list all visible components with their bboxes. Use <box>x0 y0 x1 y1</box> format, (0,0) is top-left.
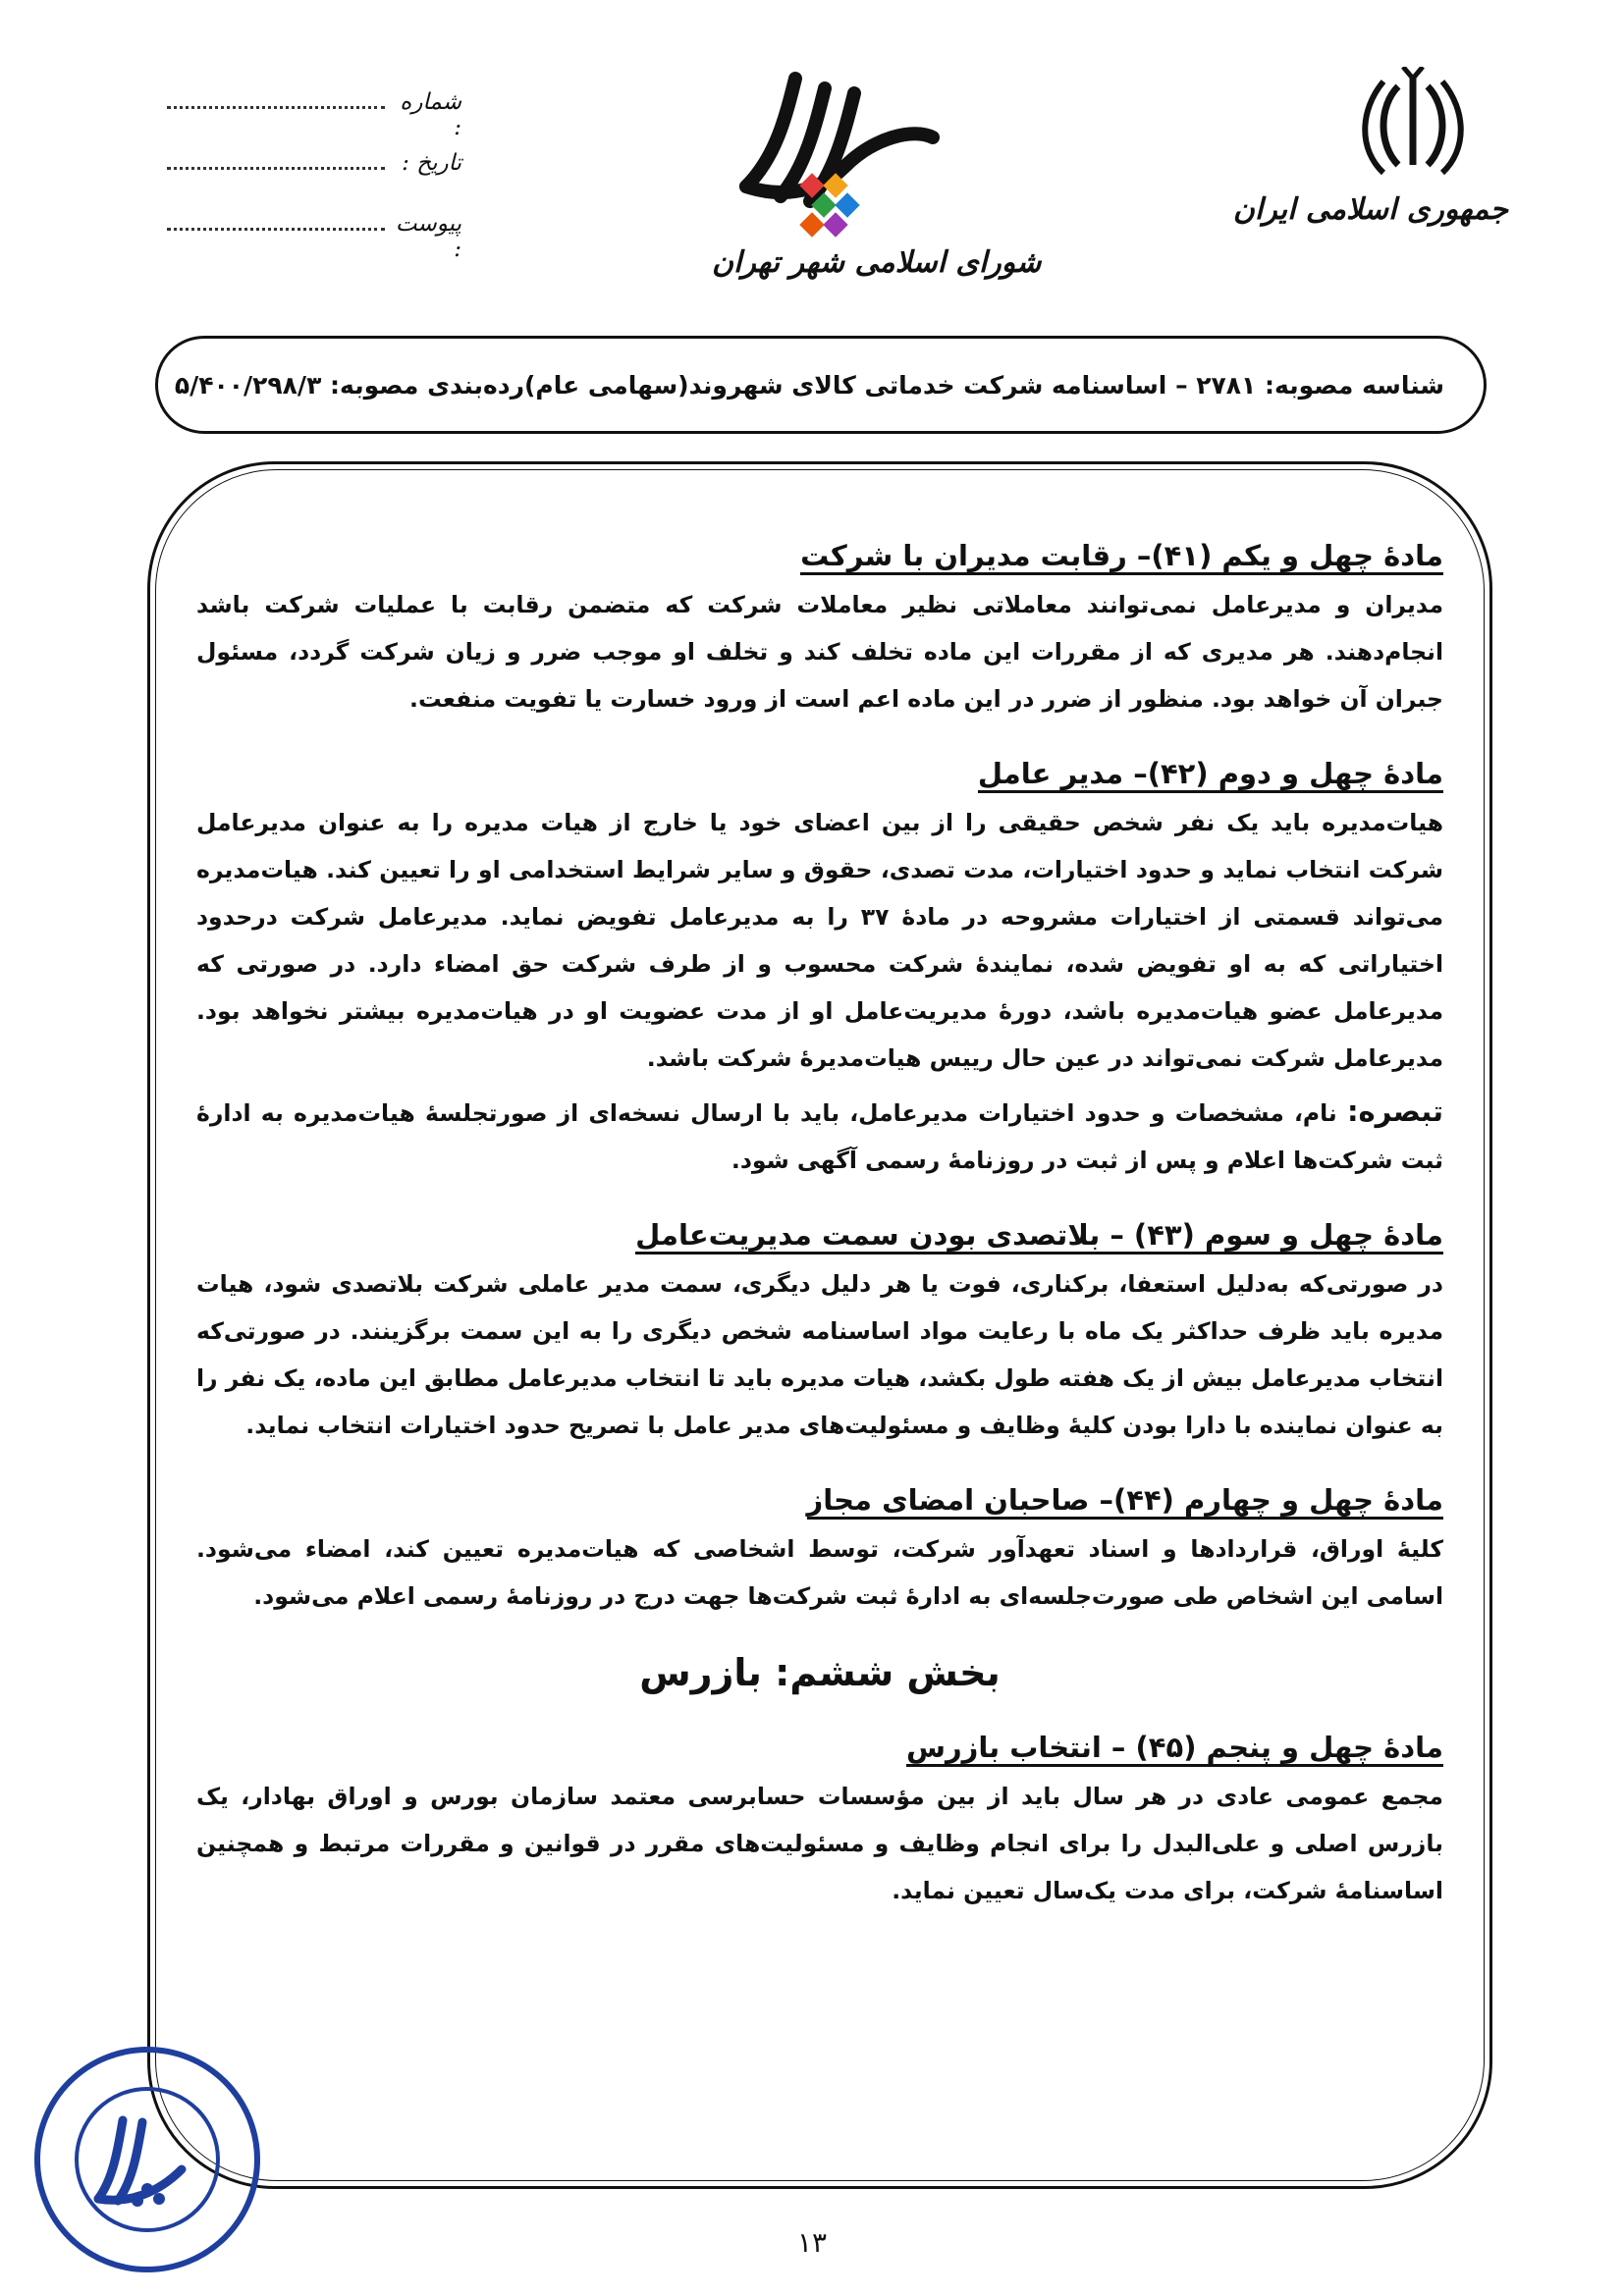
date-label: تاریخ : <box>402 150 461 176</box>
article-title: مادهٔ چهل و دوم (۴۲)– مدیر عامل <box>196 748 1443 799</box>
note-label: تبصره: <box>1346 1095 1443 1128</box>
document-body <box>196 530 1443 1940</box>
article-text: مجمع عمومی عادی در هر سال باید از بین مؤسسات حسابرسی معتمد سازمان بورس و اوراق بهادار، یک بازرس اصلی و علی‌البدل را برای انجام وظایف و مسئولیت‌های مقرر در قوانین و مقررات مرتبط و همچنین اساسنامهٔ شرکت، برای مدت یک‌سال تعیین نماید. <box>196 1783 1443 1904</box>
article-text: هیات‌مدیره باید یک نفر شخص حقیقی را از بین اعضای خود یا خارج از هیات مدیره را به عنوان مدیرعامل شرکت انتخاب نماید و حدود اختیارات، مدت تصدی، حقوق و سایر شرایط استخدامی او را تعیین کند. هیات‌مدیره می‌تواند قسمتی از اختیارات مشروحه در مادهٔ ۳۷ را به مدیرعامل تفویض نماید. مدیرعامل شرکت درحدود اختیاراتی که به او تفویض شده، نمایندهٔ شرکت محسوب و از طرف شرکت حق امضاء دارد. در صورتی که مدیرعامل عضو هیات‌مدیره باشد، دورهٔ مدیریت‌عامل او از مدت عضویت او در هیات‌مدیره بیشتر نخواهد بود. مدیرعامل شرکت نمی‌تواند در عین حال رییس هیات‌مدیرهٔ شرکت باشد. <box>196 809 1443 1072</box>
council-name: شورای اسلامی شهر تهران <box>712 245 1042 280</box>
number-label: شماره : <box>400 89 461 140</box>
resolution-id-bar <box>155 336 1487 434</box>
article-43 <box>196 1209 1443 1449</box>
country-name: جمهوری اسلامی ایران <box>1232 192 1508 227</box>
iran-emblem <box>1349 67 1477 185</box>
article-44 <box>196 1474 1443 1620</box>
article-title: مادهٔ چهل و سوم (۴۳) – بلاتصدی بودن سمت مدیریت‌عامل <box>196 1209 1443 1260</box>
attachment-field <box>167 208 461 269</box>
article-41 <box>196 530 1443 722</box>
date-field <box>167 147 461 208</box>
council-logo-icon <box>687 59 943 245</box>
article-note <box>196 1088 1443 1184</box>
attachment-dots <box>167 208 385 231</box>
letter-meta <box>167 86 461 269</box>
part-title: بخش ششم: بازرس <box>639 1651 1001 1694</box>
article-42 <box>196 748 1443 1184</box>
attachment-label: پیوست : <box>395 211 461 262</box>
iran-emblem-icon <box>1359 67 1467 185</box>
number-dots <box>167 86 385 109</box>
article-text: مدیران و مدیرعامل نمی‌توانند معاملاتی نظیر معاملات شرکت که متضمن رقابت با عملیات شرکت باشد انجام‌دهند. هر مدیری که از مقررات این ماده تخلف کند و تخلف او موجب ضرر و زیان شرکت گردد، مسئول جبران آن خواهد بود. منظور از ضرر در این ماده اعم است از ورود خسارت یا تفویت منفعت. <box>196 591 1443 713</box>
resolution-classification: رده‌بندی مصوبه: ۵/۴۰۰/۲۹۸/۳ <box>174 370 524 400</box>
note-text: نام، مشخصات و حدود اختیارات مدیرعامل، باید با ارسال نسخه‌ای از صورتجلسهٔ هیات‌مدیره به ادارهٔ ثبت شرکت‌ها اعلام و پس از ثبت در روزنامهٔ رسمی آگهی شود. <box>196 1099 1443 1174</box>
article-text: کلیهٔ اوراق، قراردادها و اسناد تعهدآور شرکت، توسط اشخاصی که هیات‌مدیره تعیین کند، امضاء می‌شود. اسامی این اشخاص طی صورت‌جلسه‌ای به ادارهٔ ثبت شرکت‌ها جهت درج در روزنامهٔ رسمی اعلام می‌شود. <box>196 1535 1443 1610</box>
article-title: مادهٔ چهل و چهارم (۴۴)– صاحبان امضای مجاز <box>196 1474 1443 1525</box>
number-field <box>167 86 461 147</box>
resolution-id: شناسه مصوبه: ۲۷۸۱ – اساسنامه شرکت خدماتی کالای شهروند(سهامی عام) <box>524 370 1444 400</box>
article-title: مادهٔ چهل و پنجم (۴۵) – انتخاب بازرس <box>196 1722 1443 1773</box>
date-dots <box>167 147 385 170</box>
page-number: ۱۳ <box>796 2226 828 2259</box>
article-title: مادهٔ چهل و یکم (۴۱)– رقابت مدیران با شرکت <box>196 530 1443 581</box>
article-45 <box>196 1722 1443 1914</box>
article-text: در صورتی‌که به‌دلیل استعفا، برکناری، فوت یا هر دلیل دیگری، سمت مدیر عاملی شرکت بلاتصدی شود، هیات مدیره باید ظرف حداکثر یک ماه با رعایت مواد اساسنامه شخص دیگری را به این سمت برگزینند. در صورتی‌که انتخاب مدیرعامل بیش از یک هفته طول بکشد، هیات مدیره باید تا انتخاب مدیرعامل مطابق این ماده، یک نفر را به عنوان نماینده با دارا بودن کلیهٔ وظایف و مسئولیت‌های مدیر عامل با تصریح حدود اختیارات انتخاب نماید. <box>196 1270 1443 1439</box>
